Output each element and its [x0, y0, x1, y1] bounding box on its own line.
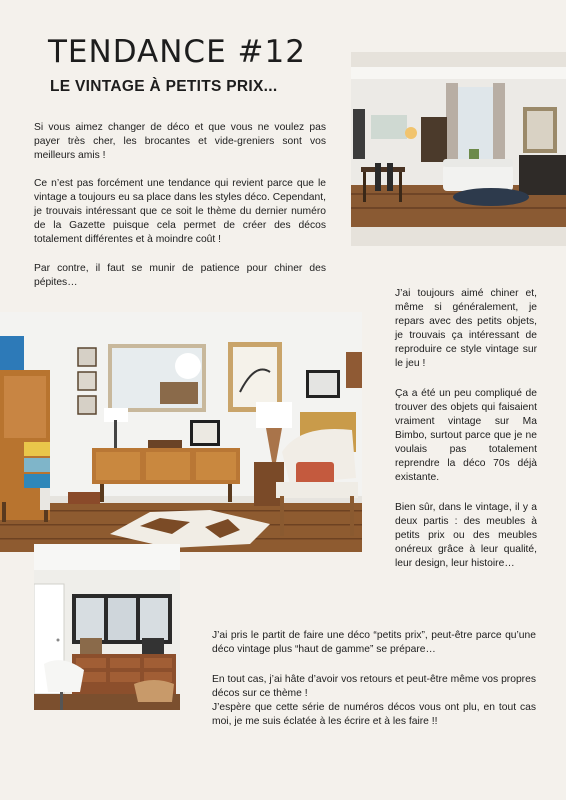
paragraph-conclusion: J’espère que cette série de numéros décos vous ont plu, en tout cas moi, je me suis éclatée à les écrire et à les faire !! — [212, 702, 536, 727]
photo-dresser-room — [34, 544, 180, 710]
page-subtitle: LE VINTAGE À PETITS PRIX... — [50, 78, 278, 95]
paragraph-retours: En tout cas, j’ai hâte d’avoir vos retours et peut-être même vos propres décos sur ce thème ! — [212, 674, 536, 699]
paragraph-ma-bimbo: Ça a été un peu compliqué de trouver des objets qui faisaient vraiment vintage sur Ma Bimbo, surtout parce que je ne voulais pas totalement reprendre la déco 70s déjà existante. — [395, 388, 537, 483]
paragraph-chiner: J’ai toujours aimé chiner et, même si généralement, je repars avec des petits objets, je trouvais ça intéressant de reproduire ce style vintage sur le jeu ! — [395, 288, 537, 369]
paragraph-patience: Par contre, il faut se munir de patience pour chiner des pépites… — [34, 263, 326, 288]
paragraph-petits-prix: J’ai pris le partit de faire une déco “petits prix”, peut-être parce qu’une déco vintage plus “haut de gamme” se prépare… — [212, 630, 536, 655]
photo-living-room — [351, 67, 566, 227]
paragraph-trend: Ce n’est pas forcément une tendance qui revient parce que le vintage a toujours eu sa place dans les styles déco. Cependant, je trouvais intéressant que ce soit le thème du dernier numéro de la Gazette puisque cela permet de créer des décos totalement différentes et à moindre coût ! — [34, 178, 326, 245]
paragraph-two-styles: Bien sûr, dans le vintage, il y a deux partis : des meubles à petits prix ou des meubles onéreux grâce à leur qualité, leur design, leur histoire… — [395, 502, 537, 569]
paragraph-intro: Si vous aimez changer de déco et que vous ne voulez pas payer très cher, les brocantes et vide-greniers sont vos meilleurs amis ! — [34, 122, 326, 161]
page-title: TENDANCE #12 — [48, 34, 306, 70]
photo-sideboard-room — [0, 312, 362, 552]
